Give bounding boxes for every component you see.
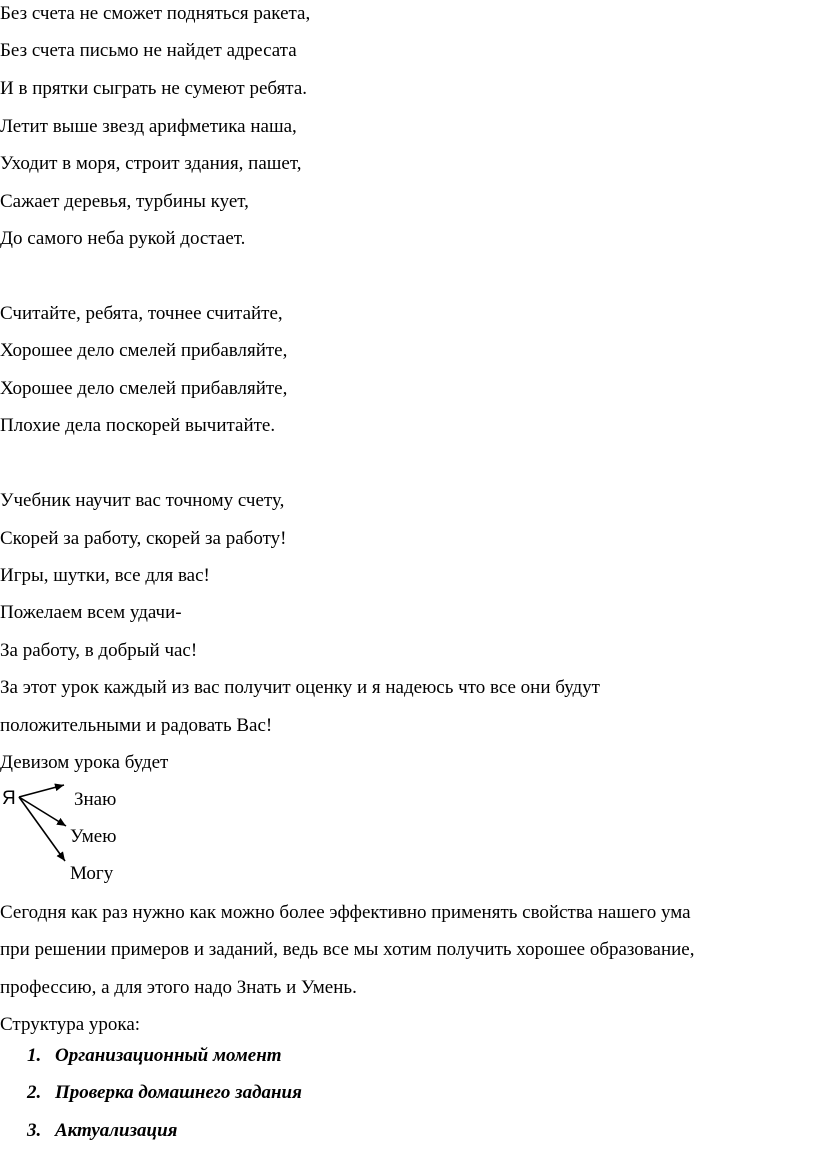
poem-line: Плохие дела поскорей вычитайте.	[0, 415, 276, 436]
poem-line: Хорошее дело смелей прибавляйте,	[0, 340, 288, 361]
structure-item-text: Актуализация	[55, 1120, 178, 1141]
poem-line: Игры, шутки, все для вас!	[0, 565, 210, 586]
motto-item-know: Знаю	[74, 789, 117, 810]
paragraph-line: при решении примеров и заданий, ведь все мы хотим получить хорошее образование,	[0, 939, 695, 960]
arrow-to-know-icon	[19, 785, 64, 797]
poem-line: Считайте, ребята, точнее считайте,	[0, 303, 283, 324]
structure-item-number: 3.	[27, 1120, 42, 1141]
arrow-to-able-icon	[19, 797, 65, 861]
poem-line: За работу, в добрый час!	[0, 640, 198, 661]
structure-item	[27, 1044, 282, 1068]
structure-heading: Структура урока:	[0, 1014, 141, 1035]
arrow-to-can-icon	[19, 797, 66, 826]
poem-line: Пожелаем всем удачи-	[0, 602, 182, 623]
poem-line: Сажает деревья, турбины кует,	[0, 191, 249, 212]
intro-line: положительными и радовать Вас!	[0, 715, 273, 736]
poem-line: Уходит в моря, строит здания, пашет,	[0, 153, 302, 174]
structure-item-number: 2.	[27, 1082, 42, 1103]
poem-line: До самого неба рукой достает.	[0, 228, 246, 249]
paragraph-line: Сегодня как раз нужно как можно более эффективно применять свойства нашего ума	[0, 902, 691, 923]
structure-item-text: Организационный момент	[55, 1045, 282, 1066]
structure-item-number: 1.	[27, 1045, 42, 1066]
structure-item-text: Проверка домашнего задания	[55, 1082, 302, 1103]
poem-line: Летит выше звезд арифметика наша,	[0, 116, 297, 137]
structure-item	[27, 1119, 177, 1143]
poem-line: Учебник научит вас точному счету,	[0, 490, 285, 511]
motto-item-able: Могу	[70, 863, 114, 884]
motto-item-can: Умею	[70, 826, 117, 847]
paragraph-line: профессию, а для этого надо Знать и Умень.	[0, 977, 357, 998]
structure-item	[27, 1081, 302, 1105]
poem-line: Хорошее дело смелей прибавляйте,	[0, 378, 288, 399]
poem-line: Без счета не сможет подняться ракета,	[0, 3, 311, 24]
motto-subject: Я	[2, 788, 16, 809]
poem-line: И в прятки сыграть не сумеют ребята.	[0, 78, 308, 99]
motto-heading: Девизом урока будет	[0, 752, 169, 773]
intro-line: За этот урок каждый из вас получит оценку и я надеюсь что все они будут	[0, 677, 600, 698]
poem-line: Скорей за работу, скорей за работу!	[0, 528, 287, 549]
poem-line: Без счета письмо не найдет адресата	[0, 40, 297, 61]
